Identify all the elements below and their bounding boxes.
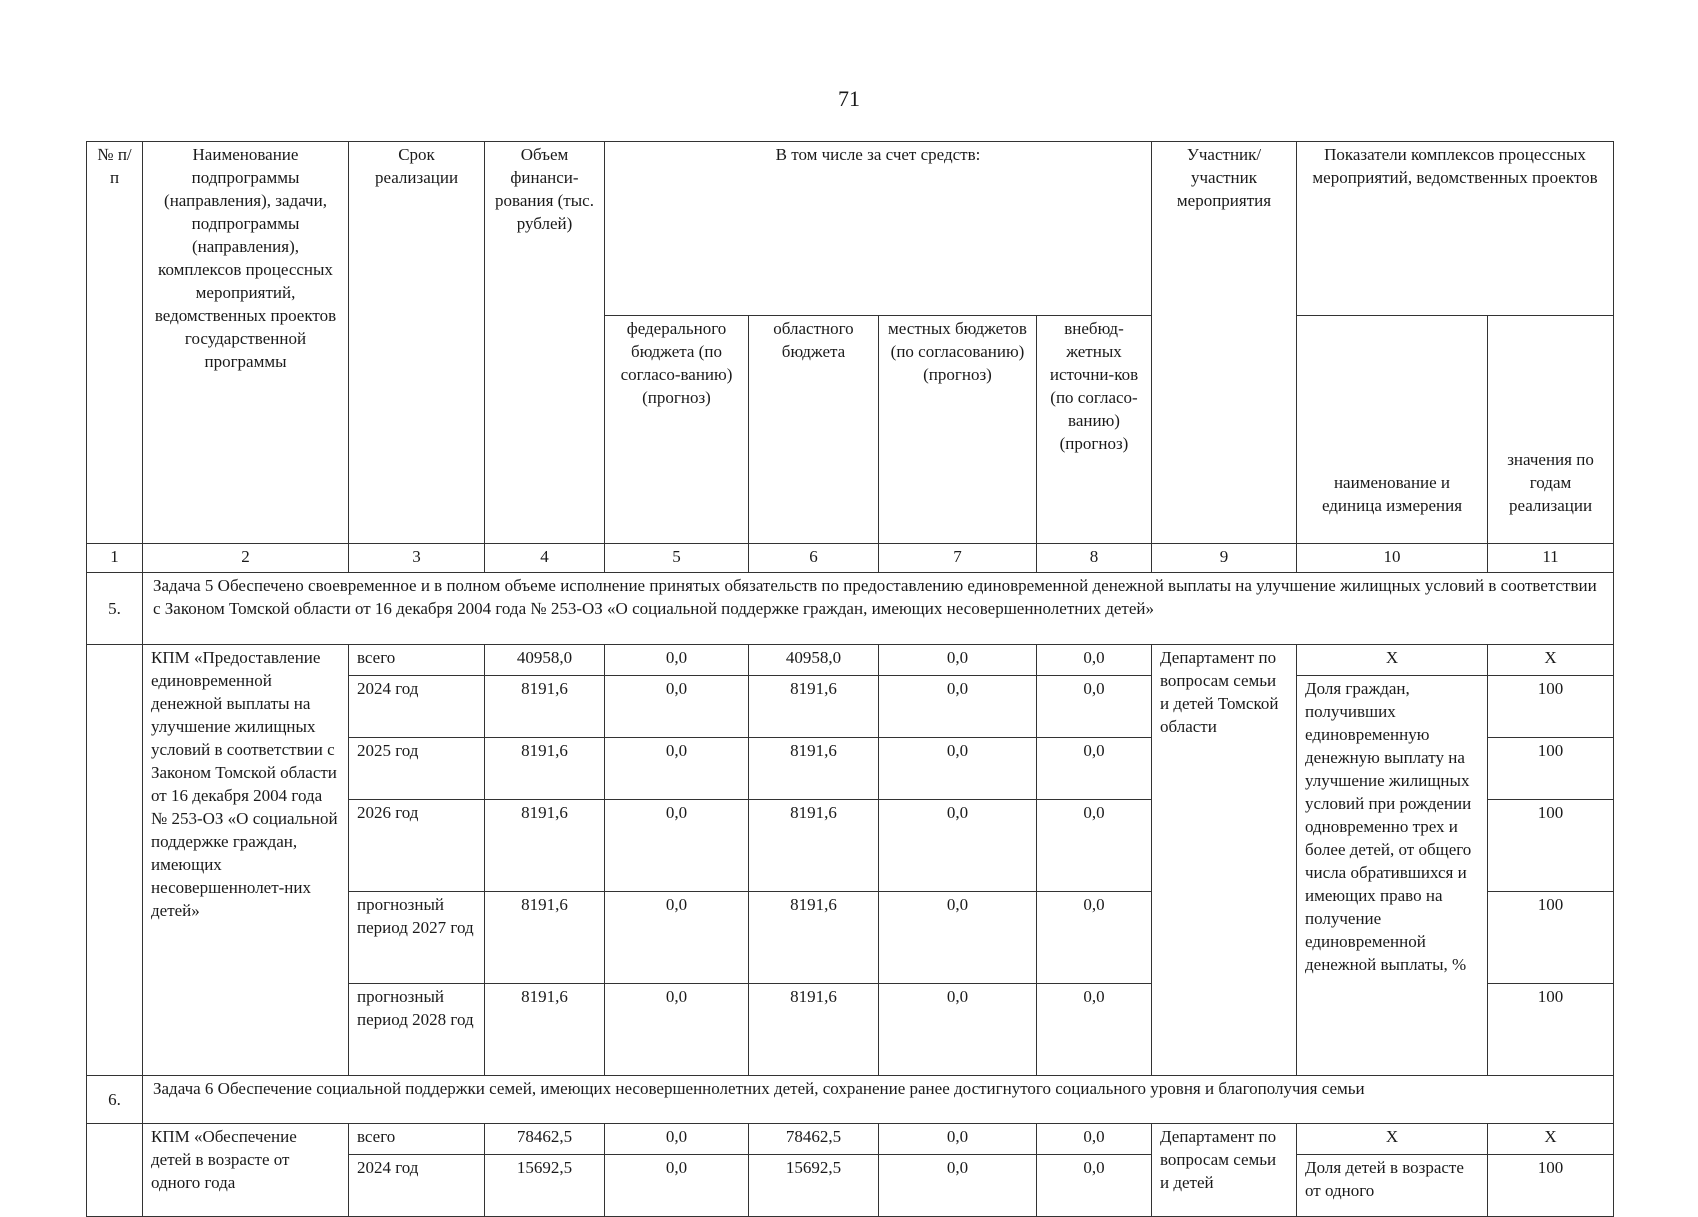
column-number: 10 [1297, 544, 1488, 573]
column-number: 4 [485, 544, 605, 573]
federal-cell: 0,0 [605, 984, 749, 1076]
volume-cell: 8191,6 [485, 800, 605, 892]
column-number: 7 [879, 544, 1037, 573]
column-number: 3 [349, 544, 485, 573]
column-number: 6 [749, 544, 879, 573]
local-cell: 0,0 [879, 800, 1037, 892]
indicator-name-cell: Х [1297, 645, 1488, 676]
local-cell: 0,0 [879, 645, 1037, 676]
table-row [87, 645, 1614, 676]
indicator-name-cell: Доля граждан, получивших единовременную денежную выплату на улучшение жилищных условий при рождении одновременно трех и более детей, от общего числа обратившихся и имеющих право на получение единовременной денежной выплаты, % [1297, 676, 1488, 1076]
column-number: 8 [1037, 544, 1152, 573]
task-number: 6. [87, 1076, 143, 1124]
volume-cell: 15692,5 [485, 1155, 605, 1217]
column-number: 9 [1152, 544, 1297, 573]
local-cell: 0,0 [879, 1124, 1037, 1155]
header-num: № п/п [87, 142, 143, 544]
task-text: Задача 5 Обеспечено своевременное и в полном объеме исполнение принятых обязательств по предоставлению единовременной денежной выплаты на улучшение жилищных условий в соответствии с Законом Томской области от 16 декабря 2004 года № 253-ОЗ «О социальной поддержке граждан, имеющих несовершеннолетних детей» [143, 573, 1614, 645]
regional-cell: 8191,6 [749, 676, 879, 738]
empty-cell [87, 645, 143, 1076]
header-term: Срок реализации [349, 142, 485, 544]
header-indicator-values: значения по годам реализации [1488, 316, 1614, 544]
volume-cell: 78462,5 [485, 1124, 605, 1155]
header-local: местных бюджетов (по согласованию) (прогноз) [879, 316, 1037, 544]
regional-cell: 40958,0 [749, 645, 879, 676]
term-cell: всего [349, 645, 485, 676]
column-number: 5 [605, 544, 749, 573]
term-cell: 2024 год [349, 676, 485, 738]
regional-cell: 8191,6 [749, 738, 879, 800]
indicator-value-cell: 100 [1488, 1155, 1614, 1217]
federal-cell: 0,0 [605, 645, 749, 676]
header-participant: Участник/ участник мероприятия [1152, 142, 1297, 544]
page-number: 71 [838, 86, 860, 111]
indicator-value-cell: 100 [1488, 800, 1614, 892]
volume-cell: 8191,6 [485, 892, 605, 984]
program-table [86, 141, 1614, 1217]
header-regional: областного бюджета [749, 316, 879, 544]
local-cell: 0,0 [879, 1155, 1037, 1217]
federal-cell: 0,0 [605, 1155, 749, 1217]
participant-cell: Департамент по вопросам семьи и детей Томской области [1152, 645, 1297, 1076]
extra-cell: 0,0 [1037, 738, 1152, 800]
kpm-name: КПМ «Обеспечение детей в возрасте от одного года [143, 1124, 349, 1217]
federal-cell: 0,0 [605, 738, 749, 800]
federal-cell: 0,0 [605, 892, 749, 984]
extra-cell: 0,0 [1037, 984, 1152, 1076]
indicator-value-cell: Х [1488, 1124, 1614, 1155]
extra-cell: 0,0 [1037, 1124, 1152, 1155]
regional-cell: 8191,6 [749, 984, 879, 1076]
volume-cell: 8191,6 [485, 738, 605, 800]
header-indicators: Показатели комплексов процессных мероприятий, ведомственных проектов [1297, 142, 1614, 316]
column-number: 2 [143, 544, 349, 573]
volume-cell: 40958,0 [485, 645, 605, 676]
task-number: 5. [87, 573, 143, 645]
empty-cell [87, 1124, 143, 1217]
header-indicator-name: наименование и единица измерения [1297, 316, 1488, 544]
term-cell: 2026 год [349, 800, 485, 892]
participant-cell: Департамент по вопросам семьи и детей [1152, 1124, 1297, 1217]
local-cell: 0,0 [879, 892, 1037, 984]
extra-cell: 0,0 [1037, 800, 1152, 892]
indicator-value-cell: Х [1488, 645, 1614, 676]
indicator-name-cell: Х [1297, 1124, 1488, 1155]
header-including: В том числе за счет средств: [605, 142, 1152, 316]
federal-cell: 0,0 [605, 676, 749, 738]
local-cell: 0,0 [879, 984, 1037, 1076]
local-cell: 0,0 [879, 738, 1037, 800]
extra-cell: 0,0 [1037, 645, 1152, 676]
task-row [87, 573, 1614, 645]
header-volume: Объем финанси-рования (тыс. рублей) [485, 142, 605, 544]
header-name: Наименование подпрограммы (направления), задачи, подпрограммы (направления), комплексов процессных мероприятий, ведомственных проектов государственной программы [143, 142, 349, 544]
federal-cell: 0,0 [605, 1124, 749, 1155]
term-cell: 2024 год [349, 1155, 485, 1217]
term-cell: прогнозный период 2027 год [349, 892, 485, 984]
task-row [87, 1076, 1614, 1124]
column-number: 11 [1488, 544, 1614, 573]
indicator-value-cell: 100 [1488, 984, 1614, 1076]
task-text: Задача 6 Обеспечение социальной поддержки семей, имеющих несовершеннолетних детей, сохранение ранее достигнутого социального уровня и благополучия семьи [143, 1076, 1614, 1124]
indicator-value-cell: 100 [1488, 676, 1614, 738]
regional-cell: 78462,5 [749, 1124, 879, 1155]
indicator-value-cell: 100 [1488, 892, 1614, 984]
federal-cell: 0,0 [605, 800, 749, 892]
column-number: 1 [87, 544, 143, 573]
volume-cell: 8191,6 [485, 984, 605, 1076]
indicator-value-cell: 100 [1488, 738, 1614, 800]
term-cell: 2025 год [349, 738, 485, 800]
term-cell: всего [349, 1124, 485, 1155]
local-cell: 0,0 [879, 676, 1037, 738]
extra-cell: 0,0 [1037, 1155, 1152, 1217]
regional-cell: 8191,6 [749, 800, 879, 892]
regional-cell: 15692,5 [749, 1155, 879, 1217]
volume-cell: 8191,6 [485, 676, 605, 738]
extra-cell: 0,0 [1037, 892, 1152, 984]
header-federal: федерального бюджета (по согласо-ванию) (прогноз) [605, 316, 749, 544]
kpm-name: КПМ «Предоставление единовременной денежной выплаты на улучшение жилищных условий в соответствии с Законом Томской области от 16 декабря 2004 года № 253-ОЗ «О социальной поддержке граждан, имеющих несовершеннолет-них детей» [143, 645, 349, 1076]
column-number-row [87, 544, 1614, 573]
regional-cell: 8191,6 [749, 892, 879, 984]
table-row [87, 1124, 1614, 1155]
header-extra: внебюд-жетных источни-ков (по согласо-ванию) (прогноз) [1037, 316, 1152, 544]
term-cell: прогнозный период 2028 год [349, 984, 485, 1076]
extra-cell: 0,0 [1037, 676, 1152, 738]
indicator-name-cell: Доля детей в возрасте от одного [1297, 1155, 1488, 1217]
